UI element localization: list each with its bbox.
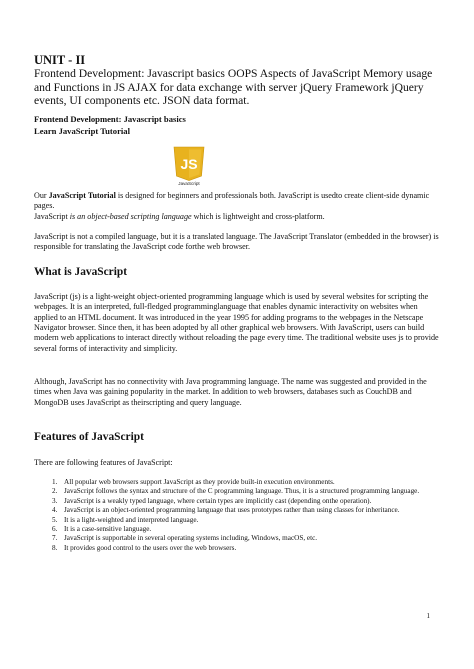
subheading-block <box>34 113 439 137</box>
intro-middle: is designed for beginners and professionals both. JavaScript is usedto create client-side dynamic pages. <box>34 191 430 211</box>
what-is-javascript-heading: What is JavaScript <box>34 266 128 278</box>
list-item-text: It is a light-weighted and interpreted language. <box>64 515 199 524</box>
list-item-text: JavaScript follows the syntax and structure of the C programming language. Thus, it is a structured programming language. <box>64 487 420 496</box>
list-item-text: All popular web browsers support JavaScript as they provide built-in execution environments. <box>64 478 335 486</box>
intro-line2-start: JavaScript <box>34 211 70 221</box>
list-item <box>52 544 422 553</box>
intro-paragraph <box>34 191 439 222</box>
features-intro: There are following features of JavaScript: <box>34 458 173 467</box>
list-item <box>52 516 422 525</box>
subheading-line-1: Frontend Development: Javascript basics <box>34 114 186 124</box>
list-item-number: 1. <box>52 478 58 486</box>
list-item <box>52 497 422 506</box>
list-item-text: JavaScript is an object-oriented programming language that uses prototypes rather than using classes for inheritance. <box>64 506 400 515</box>
list-item <box>52 487 422 496</box>
logo-badge-text: JS <box>180 156 198 172</box>
javascript-logo-icon <box>171 146 207 186</box>
list-item-text: It provides good control to the users over the web browsers. <box>64 543 237 552</box>
unit-description: Frontend Development: Javascript basics OOPS Aspects of JavaScript Memory usage and Functions in JS AJAX for data exchange with server jQuery Framework jQuery events, UI components etc. JSON data format. <box>34 67 433 108</box>
list-item-number: 4. <box>52 506 58 515</box>
list-item <box>52 534 422 543</box>
features-list <box>52 478 422 553</box>
features-heading: Features of JavaScript <box>34 431 144 443</box>
list-item-text: It is a case-sensitive language. <box>64 525 152 534</box>
list-item-number: 3. <box>52 496 58 505</box>
list-item-number: 6. <box>52 525 58 534</box>
list-item-text: JavaScript is supportable in several operating systems including, Windows, macOS, etc. <box>64 534 318 543</box>
list-item <box>52 478 422 487</box>
list-item <box>52 525 422 534</box>
list-item-number: 2. <box>52 487 58 496</box>
intro-italic: is an object-based scripting language <box>69 211 192 221</box>
list-item-number: 7. <box>52 534 58 543</box>
list-item-number: 5. <box>52 515 58 524</box>
intro-prefix: Our <box>34 191 49 200</box>
subheading-line-2: Learn JavaScript Tutorial <box>34 126 130 136</box>
intro-line2-end: which is lightweight and cross-platform. <box>191 211 325 221</box>
list-item-number: 8. <box>52 543 58 552</box>
logo-caption: JavaScript <box>178 181 200 186</box>
what-paragraph-1: JavaScript (js) is a light-weight object-oriented programming language which is used by several websites for scripting the webpages. It is an interpreted, full-fledged programminglanguage that enables dynamic interactivity on websites when applied to an HTML document. It was introduced in the year 1995 for adding programs to the webpages in the Netscape Navigator browser. Since then, it has been adopted by all other graphical web browsers. With JavaScript, users can build modern web applications to interact directly without reloading the page every time. The traditional website uses js to provide several forms of interactivity and simplicity. <box>34 292 439 353</box>
what-paragraph-2: Although, JavaScript has no connectivity with Java programming language. The name was suggested and provided in the times when Java was gaining popularity in the market. In addition to web browsers, databases such as CouchDB and MongoDB uses JavaScript as theirscripting and query language. <box>34 377 427 407</box>
list-item-text: JavaScript is a weakly typed language, where certain types are implicitly cast (depending onthe operation). <box>64 496 372 505</box>
list-item <box>52 506 422 515</box>
page-number: 1 <box>426 612 430 620</box>
intro-bold-title: JavaScript Tutorial <box>48 191 116 200</box>
compiled-paragraph: JavaScript is not a compiled language, but it is a translated language. The JavaScript Translator (embedded in the browser) is responsible for translating the JavaScript code forthe web browser. <box>34 232 439 252</box>
unit-title: UNIT - II <box>34 53 86 67</box>
